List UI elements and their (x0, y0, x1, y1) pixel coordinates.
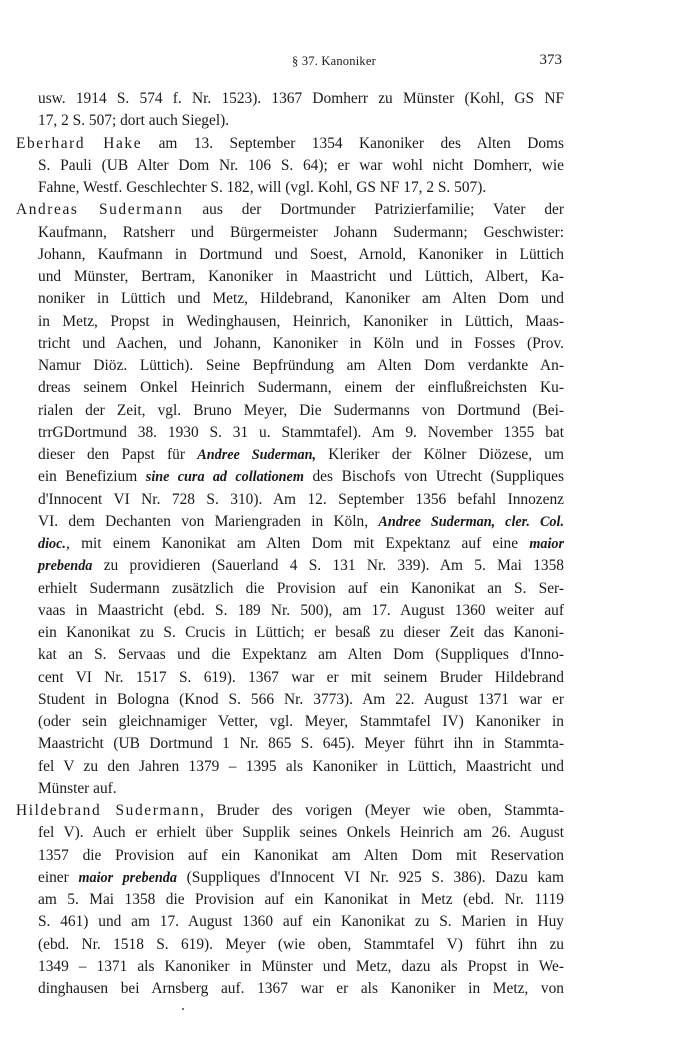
text-line (16, 800, 564, 822)
text-line (16, 311, 564, 333)
text-run: , Bruder des vorigen (Meyer wie oben, Stammta- (200, 802, 564, 819)
text-line (16, 689, 564, 711)
text-line (16, 444, 564, 466)
entry-name: Hildebrand Sudermann (16, 802, 201, 819)
text-run: d'Innocent VI Nr. 728 S. 310). Am 12. September 1356 befahl Innozenz (38, 490, 564, 508)
text-run: fel V zu den Jahren 1379 – 1395 als Kanoniker in Lüttich, Maastricht und (38, 757, 564, 775)
entry-name: Andreas Sudermann (16, 201, 184, 219)
text-run: Kaufmann, Ratsherr und Bürgermeister Johann Sudermann; Geschwister: (38, 223, 564, 241)
text-run: erhielt Sudermann zusätzlich die Provision auf ein Kanonikat an S. Ser- (38, 579, 564, 597)
text-run: (Suppliques d'Innocent VI Nr. 925 S. 386). Dazu kam (176, 868, 564, 886)
text-line (16, 622, 564, 644)
text-line (16, 133, 564, 155)
text-line (16, 978, 564, 1000)
text-run: Namur Diöz. Lüttich). Seine Bepfründung am Alten Dom verdankte An- (38, 357, 564, 374)
text-line (16, 822, 564, 844)
text-run: (oder sein gleichnamiger Vetter, vgl. Meyer, Stammtafel IV) Kanoniker in (38, 713, 564, 730)
text-line (16, 333, 564, 355)
text-line (16, 355, 564, 377)
text-line (16, 422, 564, 444)
text-run: Johann, Kaufmann in Dortmund und Soest, Arnold, Kanoniker in Lüttich (38, 245, 564, 263)
text-line (16, 845, 564, 867)
text-run: kat an S. Servaas und die Expektanz am Alten Dom (Suppliques d'Inno- (38, 646, 564, 664)
latin-quote: maior (529, 536, 564, 552)
latin-quote: sine cura ad collationem (145, 469, 304, 486)
text-run: cent VI Nr. 1517 S. 619). 1367 war er mit seinem Bruder Hildebrand (38, 668, 564, 686)
text-line (16, 733, 564, 755)
latin-quote: prebenda (38, 558, 93, 575)
text-run: , mit einem Kanonikat am Alten Dom mit Expektanz auf eine (65, 535, 530, 552)
text-run: Kleriker der Kölner Diözese, um (316, 446, 564, 463)
text-line (16, 867, 564, 889)
text-run: S. 461) und am 17. August 1360 auf ein Kanonikat zu S. Marien in Huy (38, 913, 564, 931)
text-run: fel V). Auch er erhielt über Supplik seines Onkels Heinrich am 26. August (38, 824, 564, 842)
text-run: einer (38, 868, 79, 886)
text-line (16, 600, 564, 622)
text-line (16, 489, 564, 511)
text-line (16, 934, 564, 956)
text-run: dreas seinem Onkel Heinrich Sudermann, einem der einflußreichsten Ku- (38, 379, 564, 397)
text-line (16, 578, 564, 600)
text-line (16, 911, 564, 933)
text-run: zu providieren (Sauerland 4 S. 131 Nr. 339). Am 5. Mai 1358 (92, 557, 564, 575)
text-run: und Münster, Bertram, Kanoniker in Maastricht und Lüttich, Albert, Ka- (38, 268, 564, 285)
latin-quote: maior prebenda (78, 869, 177, 886)
text-line (16, 155, 564, 177)
text-line (16, 88, 564, 110)
running-head: § 37. Kanoniker (292, 54, 376, 68)
text-line (16, 377, 564, 399)
text-run: Student in Bologna (Knod S. 566 Nr. 3773). Am 22. August 1371 war er (38, 690, 564, 708)
text-run: dieser den Papst für (38, 446, 198, 463)
page-number: 373 (539, 52, 562, 68)
text-run: ein Benefizium (38, 468, 146, 486)
text-run: Maastricht (UB Dortmund 1 Nr. 865 S. 645). Meyer führt ihn in Stammta- (38, 735, 564, 753)
text-run: am 5. Mai 1358 die Provision auf ein Kanonikat in Metz (ebd. Nr. 1119 (38, 891, 564, 908)
text-run: am 13. September 1354 Kanoniker des Alten Doms (142, 134, 564, 152)
latin-quote: Andree Suderman, cler. Col. (378, 513, 564, 530)
text-line (16, 199, 564, 221)
text-run: noniker in Lüttich und Metz, Hildebrand, Kanoniker am Alten Dom und (38, 290, 564, 308)
text-line (16, 644, 564, 666)
text-run: Münster auf. (38, 779, 117, 797)
text-run: trrGDortmund 38. 1930 S. 31 u. Stammtafel). Am 9. November 1355 bat (38, 423, 564, 441)
text-run: ein Kanonikat zu S. Crucis in Lüttich; er besaß zu dieser Zeit das Kanoni- (38, 624, 564, 641)
text-run: 1357 die Provision auf ein Kanonikat am Alten Dom mit Reservation (38, 846, 564, 864)
body-text (16, 88, 564, 1000)
entry-name: Eberhard Hake (16, 134, 143, 152)
text-line (16, 667, 564, 689)
text-run: 17, 2 S. 507; dort auch Siegel). (38, 112, 230, 130)
text-line (16, 466, 564, 488)
text-run: tricht und Aachen, und Johann, Kanoniker in Köln und in Fosses (Prov. (38, 334, 564, 352)
text-run: Fahne, Westf. Geschlechter S. 182, will (vgl. Kohl, GS NF 17, 2 S. 507). (38, 179, 487, 196)
text-run: 1349 – 1371 als Kanoniker in Münster und Metz, dazu als Propst in We- (38, 957, 564, 975)
text-line (16, 711, 564, 733)
text-line (16, 889, 564, 911)
latin-quote: Andree Suderman, (197, 447, 317, 463)
text-line (16, 778, 564, 800)
text-line (16, 555, 564, 577)
text-run: aus der Dortmunder Patrizierfamilie; Vater der (183, 201, 564, 219)
text-line (16, 222, 564, 244)
latin-quote: dioc. (38, 536, 66, 552)
text-run: in Metz, Propst in Wedinghausen, Heinrich, Kanoniker in Lüttich, Maas- (38, 312, 564, 330)
text-line (16, 177, 564, 199)
text-line (16, 244, 564, 266)
text-line (16, 400, 564, 422)
text-line (16, 956, 564, 978)
text-run: (ebd. Nr. 1518 S. 619). Meyer (wie oben, Stammtafel V) führt ihn zu (38, 935, 564, 953)
text-run: VI. dem Dechanten von Mariengraden in Köln, (38, 512, 379, 530)
text-line (16, 533, 564, 555)
text-run: rialen der Zeit, vgl. Bruno Meyer, Die Sudermanns von Dortmund (Bei- (38, 401, 564, 419)
text-line (16, 756, 564, 778)
stray-mark (182, 1008, 184, 1010)
text-run: S. Pauli (UB Alter Dom Nr. 106 S. 64); er war wohl nicht Domherr, wie (38, 156, 564, 174)
text-line (16, 288, 564, 310)
text-line (16, 266, 564, 288)
text-line (16, 110, 564, 132)
text-run: des Bischofs von Utrecht (Suppliques (303, 468, 564, 486)
text-run: usw. 1914 S. 574 f. Nr. 1523). 1367 Domherr zu Münster (Kohl, GS NF (38, 90, 564, 107)
text-line (16, 511, 564, 533)
text-run: dinghausen bei Arnsberg auf. 1367 war er als Kanoniker in Metz, von (38, 980, 564, 997)
page-header (104, 52, 564, 74)
text-run: vaas in Maastricht (ebd. S. 189 Nr. 500), am 17. August 1360 weiter auf (38, 601, 564, 619)
